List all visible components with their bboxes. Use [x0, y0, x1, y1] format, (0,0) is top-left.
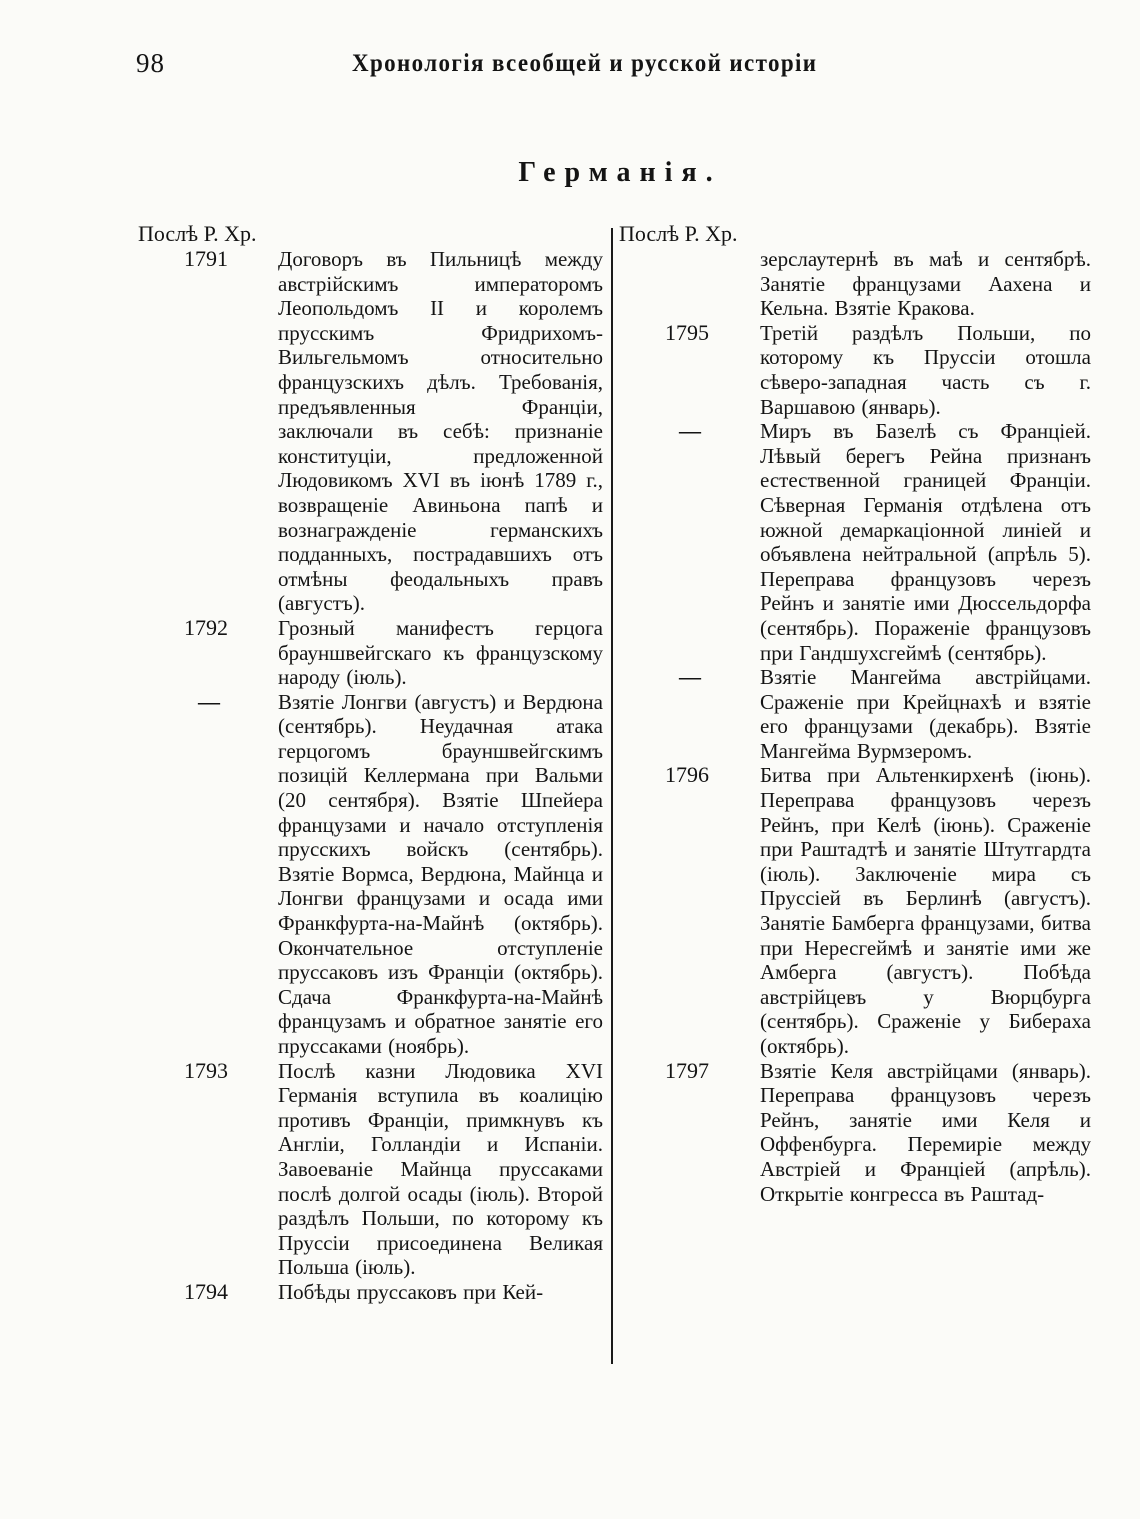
entry-year: 1793 [184, 1057, 228, 1083]
entry-text: Договоръ въ Пильницѣ между австрійскимъ императоромъ Леопольдомъ II и королемъ прусскимъ Фридрихомъ-Вильгельмомъ относительно французскихъ дѣлъ. Требованія, предъявленныя Франціи, заключали въ себѣ: признаніе конституціи, предложенной Людовикомъ XVI въ іюнѣ 1789 г., возвращеніе Авиньона папѣ и вознагражденіе германскихъ подданныхъ, пострадавшихъ отъ отмѣны феодальныхъ правъ (августъ). [278, 247, 603, 616]
right-column [619, 220, 1091, 1206]
entry-year: — [679, 418, 701, 444]
entry-year: 1795 [665, 319, 709, 345]
entry-text: Грозный манифестъ герцога брауншвейгскаго къ французскому народу (іюль). [278, 615, 603, 690]
entry-year: 1792 [184, 614, 228, 640]
entry [138, 616, 603, 690]
entry-text: Миръ въ Базелѣ съ Франціей. Лѣвый берегъ Рейна признанъ естественной границей Франціи. Сѣверная Германія отдѣлена отъ южной демаркаціонной линіей и объявлена нейтральной (апрѣль 5). Переправа французовъ черезъ Рейнъ и занятіе ими Дюссельдорфа (сентябрь). Пораженіе французовъ при Гандшухсгеймѣ (сентябрь). [760, 419, 1091, 665]
entry [138, 1280, 603, 1305]
entry [619, 321, 1091, 419]
entry-text: Взятіе Мангейма австрійцами. Сраженіе при Крейцнахѣ и взятіе его французами (декабрь). Взятіе Мангейма Вурмзеромъ. [760, 665, 1091, 763]
entry [619, 665, 1091, 763]
entry [619, 763, 1091, 1058]
era-label: Послѣ Р. Хр. [138, 221, 257, 246]
running-head: Хронологія всеобщей и русской исторіи [352, 50, 818, 77]
entry [138, 247, 603, 616]
entry [619, 419, 1091, 665]
entry-year: 1797 [665, 1057, 709, 1083]
entry [619, 1059, 1091, 1207]
entry-year: 1794 [184, 1278, 228, 1304]
entry-text: Побѣды пруссаковъ при Кей- [278, 1279, 544, 1304]
entry-text: зерслаутернѣ въ маѣ и сентябрѣ. Занятіе французами Аахена и Кельна. Взятіе Кракова. [760, 247, 1091, 321]
entry-text: Послѣ казни Людовика XVI Германія вступила въ коалицію противъ Франціи, примкнувъ къ Англіи, Голландіи и Испаніи. Завоеваніе Майнца пруссаками послѣ долгой осады (іюль). Второй раздѣлъ Польши, по которому къ Пруссіи присоединена Великая Польша (іюль). [278, 1058, 603, 1280]
entry-year: 1791 [184, 246, 228, 271]
entry [138, 690, 603, 1059]
entry-text: Взятіе Келя австрійцами (январь). Переправа французовъ черезъ Рейнъ, занятіе ими Келя и Оффенбурга. Перемиріе между Австріей и Франціей (апрѣль). Открытіе конгресса въ Раштад- [760, 1058, 1091, 1206]
entry-year: — [198, 688, 220, 714]
entry-text: Битва при Альтенкирхенѣ (іюнь). Переправа французовъ черезъ Рейнъ, при Келѣ (іюнь). Сраженіе при Раштадтѣ и занятіе Штутгардта (іюль). Заключеніе мира съ Пруссіей въ Берлинѣ (августъ). Занятіе Бамберга французами, битва при Нересгеймѣ и занятіе ими же Амберга (августъ). Побѣда австрійцевъ у Вюрцбурга (сентябрь). Сраженіе у Биберaха (октябрь). [760, 763, 1091, 1058]
entry-text: Взятіе Лонгви (августъ) и Вердюна (сентябрь). Неудачная атака герцогомъ брауншвейгскимъ позицій Келлермана при Вальми (20 сентября). Взятіе Шпейера французами и начало отступленія прусскихъ войскъ (сентябрь). Взятіе Вормса, Вердюна, Майнца и Лонгви французами и осада ими Франкфурта-на-Майнѣ (октябрь). Окончательное отступленіе пруссаковъ изъ Франціи (октябрь). Сдача Франкфурта-на-Майнѣ французамъ и обратное занятіе его пруссаками (ноябрь). [278, 689, 603, 1058]
entry-year: — [679, 664, 701, 690]
entry [619, 247, 1091, 321]
column-divider [611, 228, 613, 1364]
entry-text: Третій раздѣлъ Польши, по которому къ Пруссіи отошла сѣверо-западная часть съ г. Варшавою (январь). [760, 320, 1091, 419]
left-column [138, 220, 603, 1305]
entry-year [619, 247, 760, 321]
page-number: 98 [136, 48, 165, 78]
era-label: Послѣ Р. Хр. [619, 221, 738, 246]
entry [138, 1059, 603, 1280]
entry-year: 1796 [665, 762, 709, 788]
section-title: Германія. [518, 157, 722, 188]
